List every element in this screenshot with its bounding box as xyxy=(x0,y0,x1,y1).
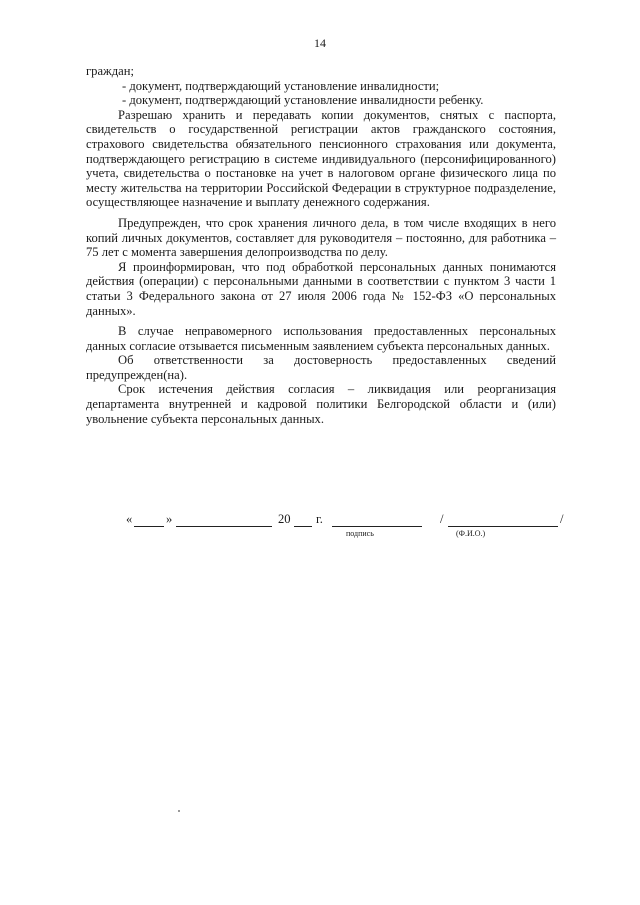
paragraph: граждан; xyxy=(86,64,134,78)
page-number: 14 xyxy=(314,36,326,50)
month-blank[interactable] xyxy=(176,512,272,527)
date-close-quote: » xyxy=(166,512,173,526)
signature-blank[interactable] xyxy=(332,512,422,527)
name-slash-open: / xyxy=(440,512,444,526)
year-blank[interactable] xyxy=(294,512,312,527)
list-item: - документ, подтверждающий установление инвалидности ребенку. xyxy=(122,93,484,108)
paragraph: В случае неправомерного использования предоставленных персональных данных согласие отзывается письменным заявлением субъекта персональных данных. xyxy=(86,324,556,353)
paragraph: Предупрежден, что срок хранения личного дела, в том числе входящих в него копий личных документов, составляет для руководителя – постоянно, для работника – 75 лет с момента завершения делопроизводства по делу. xyxy=(86,215,556,260)
scan-speck xyxy=(178,810,180,812)
day-blank[interactable] xyxy=(134,512,164,527)
name-label: (Ф.И.О.) xyxy=(456,529,486,538)
name-slash-close: / xyxy=(560,512,564,526)
paragraph: Об ответственности за достоверность предоставленных сведений предупрежден(на). xyxy=(86,353,556,382)
signature-label: подпись xyxy=(346,529,374,538)
year-suffix: г. xyxy=(316,512,323,526)
document-body xyxy=(86,64,556,426)
date-open-quote: « xyxy=(126,512,133,526)
name-blank[interactable] xyxy=(448,512,558,527)
paragraph: Я проинформирован, что под обработкой персональных данных понимаются действия (операции) с персональными данными в соответствии с пунктом 3 части 1 статьи 3 Федерального закона от 27 июля 2006 года № 152-ФЗ «О персональных данных». xyxy=(86,259,556,318)
year-prefix: 20 xyxy=(278,512,291,526)
list-item: - документ, подтверждающий установление инвалидности; xyxy=(122,78,440,93)
paragraph: Разрешаю хранить и передавать копии документов, снятых с паспорта, свидетельств о государственной регистрации актов гражданского состояния, страхового свидетельства обязательного пенсионного страхования или документа, подтверждающего регистрацию в системе индивидуального (персонифицированного) учета, свидетельства о постановке на учет в налоговом органе физического лица по месту жительства на территории Российской Федерации в структурное подразделение, осуществляющее назначение и выплату денежного содержания. xyxy=(86,107,556,210)
paragraph: Срок истечения действия согласия – ликвидация или реорганизация департамента внутренней и кадровой политики Белгородской области и (или) увольнение субъекта персональных данных. xyxy=(86,382,556,426)
